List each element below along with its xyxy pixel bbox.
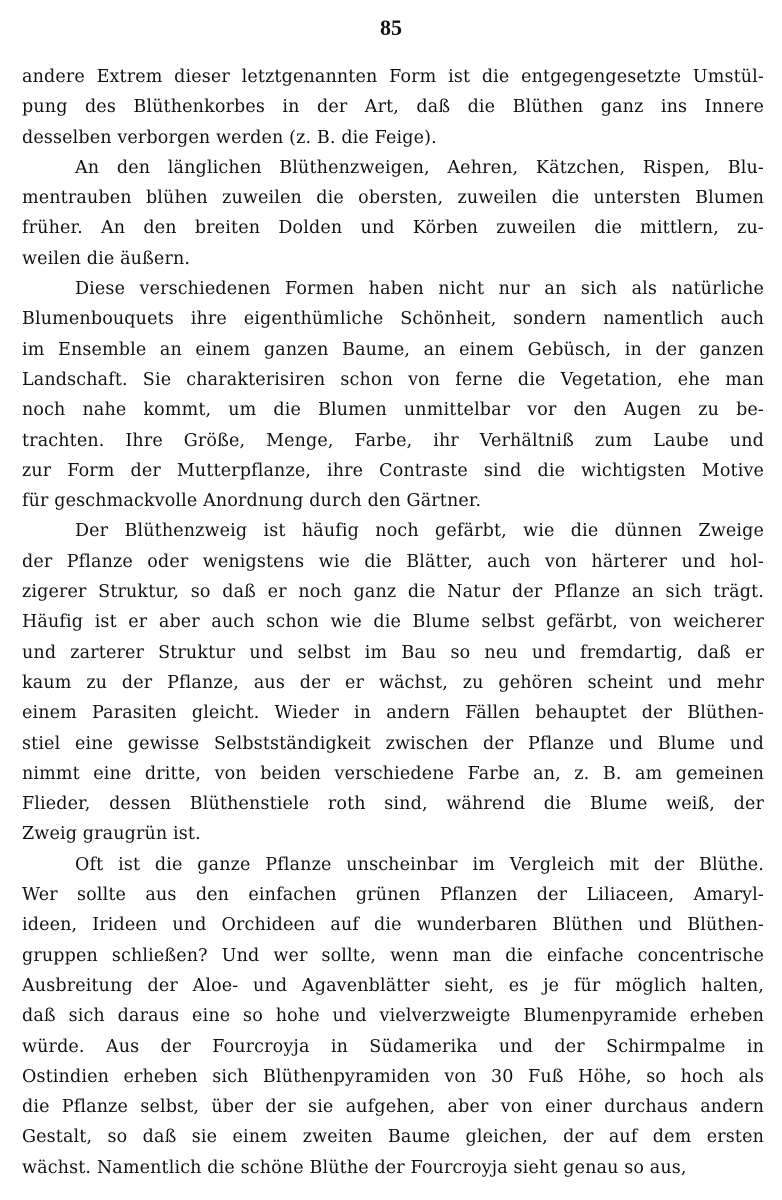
- text-line: Zweig graugrün ist.: [22, 824, 201, 845]
- text-line: An den länglichen Blüthenzweigen, Aehren, Kätzchen, Rispen, Blu-: [75, 157, 764, 178]
- text-line: wächst. Namentlich die schöne Blüthe der Fourcroyja sieht genau so aus,: [22, 1157, 687, 1178]
- text-line: einem Parasiten gleicht. Wieder in andern Fällen behauptet der Blüthen-: [22, 703, 764, 724]
- paragraph: [22, 153, 764, 274]
- text-line: gruppen schließen? Und wer sollte, wenn man die einfache concentrische: [22, 945, 764, 966]
- text-line: würde. Aus der Fourcroyja in Südamerika und der Schirmpalme in: [22, 1036, 764, 1057]
- text-line: daß sich daraus eine so hohe und vielverzweigte Blumenpyramide erheben: [22, 1006, 764, 1027]
- text-body: [22, 62, 764, 1183]
- page-number: 85: [380, 15, 402, 40]
- text-line: der Pflanze oder wenigstens wie die Blätter, auch von härterer und hol-: [22, 551, 764, 572]
- text-line: noch nahe kommt, um die Blumen unmittelbar vor den Augen zu be-: [22, 400, 764, 421]
- text-line: stiel eine gewisse Selbstständigkeit zwischen der Pflanze und Blume und: [22, 733, 764, 754]
- paragraph: [22, 850, 764, 1183]
- text-line: Gestalt, so daß sie einem zweiten Baume gleichen, der auf dem ersten: [22, 1127, 764, 1148]
- paragraph: [22, 516, 764, 849]
- text-line: Flieder, dessen Blüthenstiele roth sind, während die Blume weiß, der: [22, 794, 764, 815]
- text-line: trachten. Ihre Größe, Menge, Farbe, ihr Verhältniß zum Laube und: [22, 430, 764, 451]
- text-line: ideen, Irideen und Orchideen auf die wunderbaren Blüthen und Blüthen-: [22, 915, 764, 936]
- paragraph: [22, 62, 764, 153]
- text-line: und zarterer Struktur und selbst im Bau so neu und fremdartig, daß er: [22, 642, 764, 663]
- text-line: Blumenbouquets ihre eigenthümliche Schönheit, sondern namentlich auch: [22, 309, 764, 330]
- text-line: Der Blüthenzweig ist häufig noch gefärbt, wie die dünnen Zweige: [75, 521, 764, 542]
- text-line: kaum zu der Pflanze, aus der er wächst, zu gehören scheint und mehr: [22, 672, 764, 693]
- text-line: Diese verschiedenen Formen haben nicht nur an sich als natürliche: [75, 279, 764, 300]
- text-line: Ausbreitung der Aloe- und Agavenblätter sieht, es je für möglich halten,: [22, 975, 764, 996]
- paragraph: [22, 274, 764, 516]
- text-line: Oft ist die ganze Pflanze unscheinbar im Vergleich mit der Blüthe.: [75, 854, 764, 875]
- text-line: zigerer Struktur, so daß er noch ganz die Natur der Pflanze an sich trägt.: [22, 582, 764, 603]
- text-line: mentrauben blühen zuweilen die obersten, zuweilen die untersten Blumen: [22, 188, 764, 209]
- text-line: pung des Blüthenkorbes in der Art, daß die Blüthen ganz ins Innere: [22, 97, 764, 118]
- text-line: Ostindien erheben sich Blüthenpyramiden von 30 Fuß Höhe, so hoch als: [22, 1066, 764, 1087]
- text-line: Häufig ist er aber auch schon wie die Blume selbst gefärbt, von weicherer: [22, 612, 764, 633]
- text-line: andere Extrem dieser letztgenannten Form ist die entgegengesetzte Umstül-: [22, 67, 764, 87]
- text-line: zur Form der Mutterpflanze, ihre Contraste sind die wichtigsten Motive: [22, 460, 764, 481]
- text-line: weilen die äußern.: [22, 248, 191, 269]
- text-line: Wer sollte aus den einfachen grünen Pflanzen der Liliaceen, Amaryl-: [22, 885, 764, 906]
- text-line: desselben verborgen werden (z. B. die Feige).: [22, 127, 437, 148]
- text-line: nimmt eine dritte, von beiden verschiedene Farbe an, z. B. am gemeinen: [22, 763, 764, 784]
- text-line: früher. An den breiten Dolden und Körben zuweilen die mittlern, zu-: [22, 218, 764, 239]
- text-line: im Ensemble an einem ganzen Baume, an einem Gebüsch, in der ganzen: [22, 339, 764, 360]
- text-line: Landschaft. Sie charakterisiren schon von ferne die Vegetation, ehe man: [22, 369, 764, 390]
- text-line: die Pflanze selbst, über der sie aufgehen, aber von einer durchaus andern: [22, 1097, 764, 1118]
- text-line: für geschmackvolle Anordnung durch den Gärtner.: [22, 491, 482, 512]
